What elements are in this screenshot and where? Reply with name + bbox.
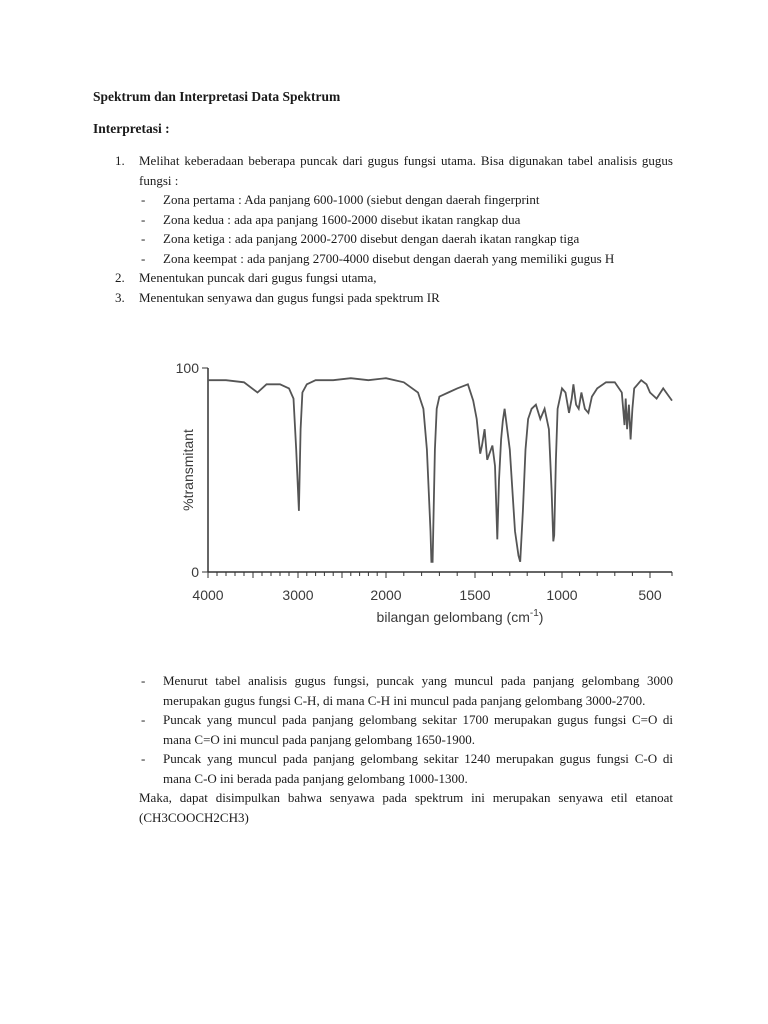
interpretation-steps <box>93 151 673 307</box>
analysis-text: Puncak yang muncul pada panjang gelombang sekitar 1240 merupakan gugus fungsi C-O di mana C-O ini berada pada panjang gelombang 1000-1300. <box>163 751 673 786</box>
analysis-item <box>93 749 673 788</box>
x-tick-label: 2000 <box>370 587 402 603</box>
dash-bullet: - <box>141 673 146 688</box>
ir-spectrum-chart <box>160 348 690 648</box>
dash-bullet: - <box>141 211 146 227</box>
analysis-item <box>93 710 673 749</box>
spectrum-line <box>208 378 672 562</box>
chart-ticks <box>202 368 672 578</box>
y-tick-label: 0 <box>191 564 199 580</box>
dash-bullet: - <box>141 712 146 727</box>
step-number: 2. <box>115 270 125 285</box>
x-tick-label: 500 <box>638 587 662 603</box>
step-number: 3. <box>115 289 125 305</box>
interpretation-heading: Interpretasi : <box>93 121 170 136</box>
zone-item <box>93 190 673 210</box>
x-axis-label: bilangan gelombang $(cm^{-1})$ <box>376 608 544 625</box>
step-3 <box>93 288 673 308</box>
step-1 <box>93 151 673 190</box>
y-tick-label: 100 <box>175 360 199 376</box>
analysis-text: Puncak yang muncul pada panjang gelombang sekitar 1700 merupakan gugus fungsi C=O di mana C=O ini muncul pada panjang gelombang 1650-1900. <box>163 712 673 747</box>
dash-bullet: - <box>141 231 146 246</box>
document-title: Spektrum dan Interpretasi Data Spektrum <box>93 89 341 104</box>
dash-bullet: - <box>141 751 146 766</box>
zone-item <box>93 210 673 230</box>
zone-item <box>93 229 673 249</box>
step-2 <box>93 268 673 288</box>
zone-text: Zona ketiga : ada panjang 2000-2700 disebut dengan daerah ikatan rangkap tiga <box>163 231 580 246</box>
analysis-section <box>93 671 673 827</box>
x-tick-label: 1000 <box>546 587 578 603</box>
zone-item <box>93 249 673 269</box>
zone-text: Zona kedua : ada apa panjang 1600-2000 disebut ikatan rangkap dua <box>163 211 521 227</box>
conclusion: Maka, dapat disimpulkan bahwa senyawa pada spektrum ini merupakan senyawa etil etanoat (CH3COOCH2CH3) <box>139 790 673 825</box>
step-number: 1. <box>115 153 125 168</box>
step-text: Melihat keberadaan beberapa puncak dari gugus fungsi utama. Bisa digunakan tabel analisis gugus fungsi : <box>139 153 673 188</box>
dash-bullet: - <box>141 192 146 207</box>
step-text: Menentukan puncak dari gugus fungsi utama, <box>139 270 377 285</box>
dash-bullet: - <box>141 250 146 266</box>
x-tick-label: 3000 <box>282 587 314 603</box>
analysis-item <box>93 671 673 710</box>
zone-text: Zona pertama : Ada panjang 600-1000 (siebut dengan daerah fingerprint <box>163 192 540 207</box>
step-text: Menentukan senyawa dan gugus fungsi pada spektrum IR <box>139 289 440 305</box>
x-tick-label: 4000 <box>192 587 224 603</box>
chart-axes <box>208 368 672 572</box>
analysis-text: Menurut tabel analisis gugus fungsi, puncak yang muncul pada panjang gelombang 3000 merupakan gugus fungsi C-H, di mana C-H ini muncul pada panjang gelombang 3000-2700. <box>163 673 673 708</box>
chart-labels <box>176 360 662 625</box>
y-axis-label: %transmitant <box>180 429 196 511</box>
x-tick-label: 1500 <box>459 587 491 603</box>
zone-text: Zona keempat : ada panjang 2700-4000 disebut dengan daerah yang memiliki gugus H <box>163 250 615 266</box>
